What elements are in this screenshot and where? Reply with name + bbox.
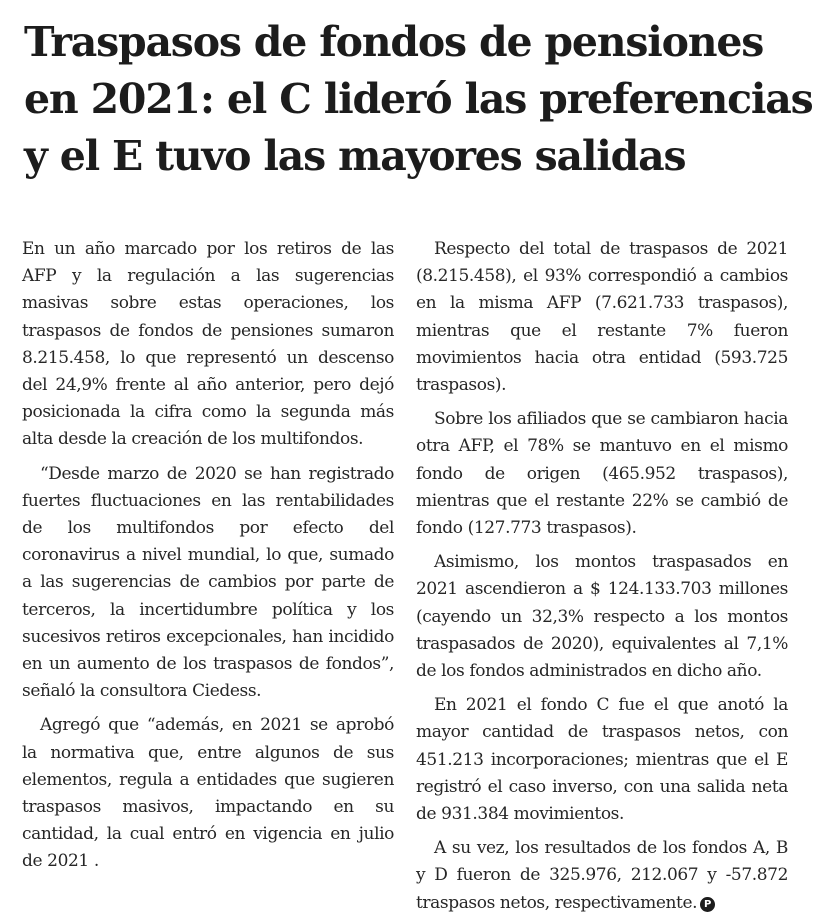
paragraph: Asimismo, los montos traspasados en 2021 ascendieron a $ 124.133.703 millones (cayendo un 32,3% respecto a los montos traspasados de 2020), equivalentes al 7,1% de los fondos administrados en dicho año.	[416, 552, 788, 682]
article-column-right	[416, 236, 788, 924]
paragraph: Agregó que “además, en 2021 se aprobó la normativa que, entre algunos de sus elementos, regula a entidades que sugieren traspasos masivos, impactando en su cantidad, la cual entró en vigencia en julio de 2021 .	[22, 715, 394, 872]
article-column-left	[22, 236, 394, 883]
end-of-article-icon: P	[700, 897, 715, 912]
paragraph: Respecto del total de traspasos de 2021 (8.215.458), el 93% correspondió a cambios en la misma AFP (7.621.733 traspasos), mientras que el restante 7% fueron movimientos hacia otra entidad (593.725 traspasos).	[416, 239, 788, 396]
paragraph-last	[416, 835, 788, 917]
headline-line-3: y el E tuvo las mayores salidas	[24, 132, 686, 180]
paragraph-text: A su vez, los resultados de los fondos A, B y D fueron de 325.976, 212.067 y -57.872 traspasos netos, respectivamente.	[416, 838, 788, 913]
paragraph: Sobre los afiliados que se cambiaron hacia otra AFP, el 78% se mantuvo en el mismo fondo de origen (465.952 traspasos), mientras que el restante 22% se cambió de fondo (127.773 traspasos).	[416, 409, 788, 539]
paragraph: “Desde marzo de 2020 se han registrado fuertes fluctuaciones en las rentabilidades de los multifondos por efecto del coronavirus a nivel mundial, lo que, sumado a las sugerencias de cambios por parte de terceros, la incertidumbre política y los sucesivos retiros excepcionales, han incidido en un aumento de los traspasos de fondos”, señaló la consultora Ciedess.	[22, 463, 394, 702]
paragraph: En un año marcado por los retiros de las AFP y la regulación a las sugerencias masivas sobre estas operaciones, los traspasos de fondos de pensiones sumaron 8.215.458, lo que representó un descenso del 24,9% frente al año anterior, pero dejó posicionada la cifra como la segunda más alta desde la creación de los multifondos.	[22, 239, 394, 450]
article-headline	[24, 14, 813, 185]
headline-line-1: Traspasos de fondos de pensiones	[24, 18, 764, 66]
headline-line-2: en 2021: el C lideró las preferencias	[24, 75, 813, 123]
paragraph: En 2021 el fondo C fue el que anotó la mayor cantidad de traspasos netos, con 451.213 incorporaciones; mientras que el E registró el caso inverso, con una salida neta de 931.384 movimientos.	[416, 695, 788, 825]
